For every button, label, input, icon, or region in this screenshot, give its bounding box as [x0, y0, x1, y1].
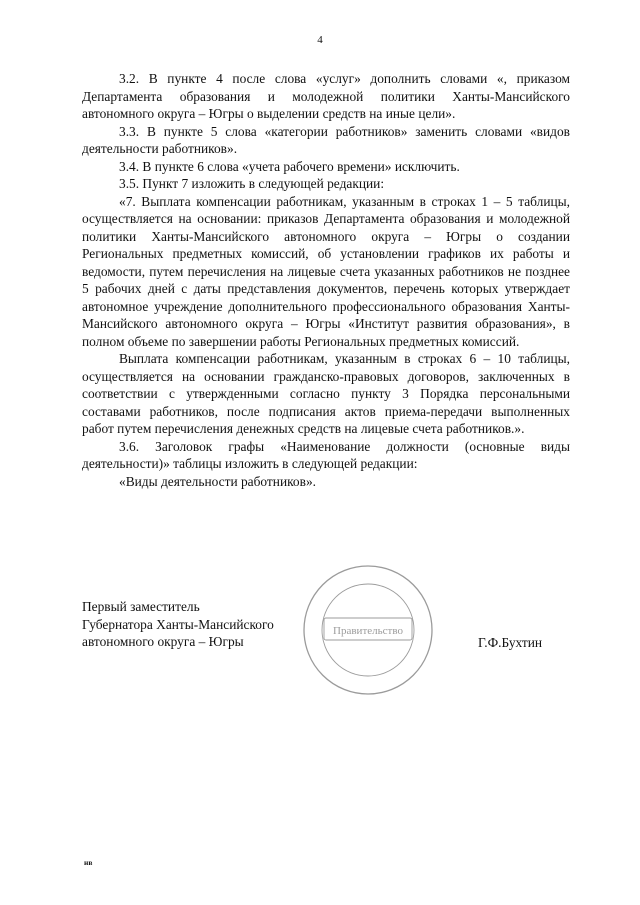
page-number: 4: [317, 34, 323, 46]
paragraph-point-7: «7. Выплата компенсации работникам, указанным в строках 1 – 5 таблицы, осуществляется на основании: приказов Департамента образования и молодежной политики Ханты-Мансийского автономного округа – Югры о создании Региональных предметных комиссий, об установлении графиков их работы и ведомости, путем перечисления на лицевые счета указанных работников не позднее 5 рабочих дней с даты представления документов, перечень которых утверждает автономное учреждение дополнительного профессионального образования Ханты-Мансийского автономного округа – Югры «Институт развития образования», в полном объеме по завершении работы Региональных предметных комиссий.: [82, 193, 570, 349]
paragraph-3-4: 3.4. В пункте 6 слова «учета рабочего времени» исключить.: [119, 158, 460, 174]
document-code: нв: [84, 858, 93, 867]
position-line: Первый заместитель: [82, 599, 200, 614]
paragraph-3-2: 3.2. В пункте 4 после слова «услуг» дополнить словами «, приказом Департамента образования и молодежной политики Ханты-Мансийского автономного округа – Югры о выделении средств на иные цели».: [82, 71, 570, 121]
paragraph-3-5: 3.5. Пункт 7 изложить в следующей редакции:: [119, 176, 385, 191]
signature-block: [82, 598, 570, 698]
official-seal-stamp: [298, 560, 438, 700]
position-line: автономного округа – Югры: [82, 634, 244, 649]
paragraph-3-3: 3.3. В пункте 5 слова «категории работников» заменить словами «видов деятельности работников».: [82, 123, 570, 156]
seal-label: Правительство: [333, 625, 403, 637]
paragraph-new-heading: «Виды деятельности работников».: [119, 473, 316, 489]
paragraph-compensation: Выплата компенсации работникам, указанным в строках 6 – 10 таблицы, осуществляется на основании гражданско-правовых договоров, заключенных в соответствии с утвержденными согласно пункту 3 Порядка персональными составами работников, после подписания актов приема-передачи выполненных работ путем перечисления денежных средств на лицевые счета работников.».: [82, 351, 570, 436]
signatory-position: [82, 598, 274, 651]
document-body: [82, 70, 570, 490]
paragraph-3-6: 3.6. Заголовок графы «Наименование должности (основные виды деятельности)» таблицы изложить в следующей редакции:: [82, 438, 570, 471]
position-line: Губернатора Ханты-Мансийского: [82, 616, 274, 632]
signatory-name: Г.Ф.Бухтин: [478, 635, 543, 650]
